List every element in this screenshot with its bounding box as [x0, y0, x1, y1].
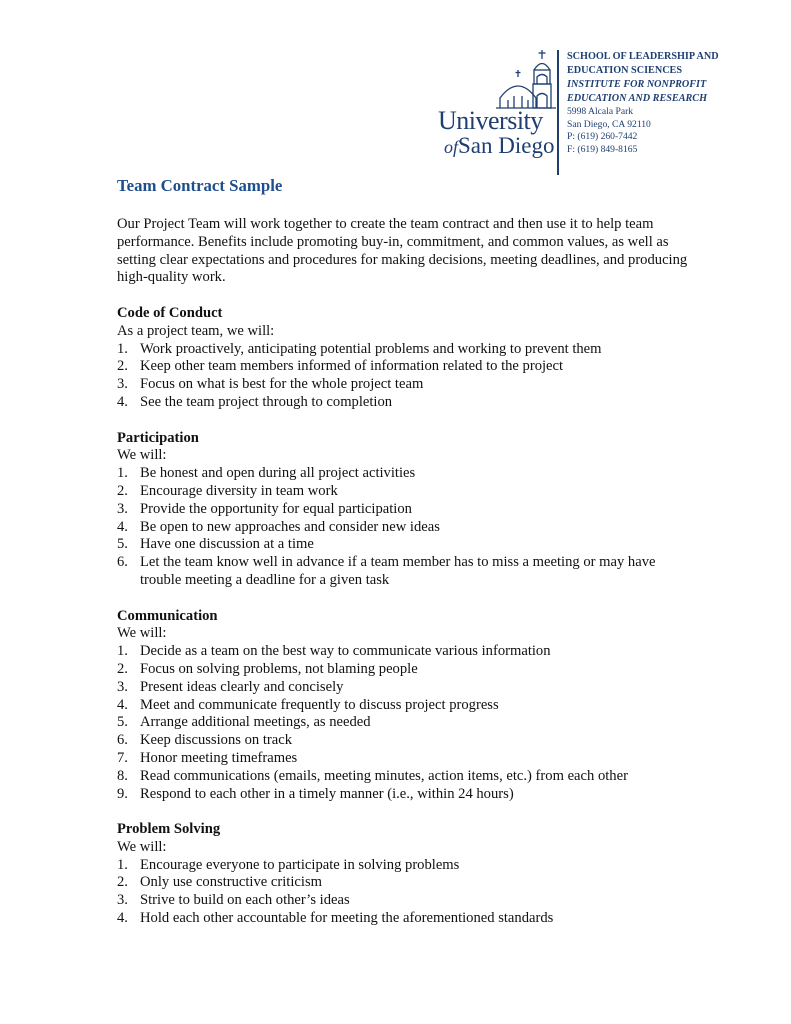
letterhead-address	[567, 50, 787, 156]
list-item-number: 2.	[117, 358, 128, 375]
section-heading: Communication	[117, 607, 218, 624]
list-item-number: 6.	[117, 732, 128, 749]
list-item-text: Focus on what is best for the whole project team	[140, 376, 424, 393]
list-item-text: Honor meeting timeframes	[140, 749, 298, 766]
list-item-number: 1.	[117, 340, 128, 357]
section-spacer	[117, 803, 697, 821]
list-item-text: Meet and communicate frequently to discuss project progress	[140, 696, 499, 713]
list-item	[117, 892, 697, 910]
logo-san-diego-text	[444, 134, 554, 157]
list-item-number: 3.	[117, 500, 128, 517]
list-item-text: Work proactively, anticipating potential problems and working to prevent them	[140, 340, 602, 357]
list-item	[117, 643, 697, 661]
section-code-of-conduct	[117, 305, 697, 412]
list-item-text: Read communications (emails, meeting minutes, action items, etc.) from each other	[140, 767, 628, 784]
section-spacer	[117, 412, 697, 430]
institute-name: INSTITUTE FOR NONPROFIT	[567, 79, 707, 90]
list-item-text: See the team project through to completion	[140, 393, 393, 410]
phone-number: P: (619) 260-7442	[567, 131, 638, 143]
university-logo	[438, 48, 562, 172]
list-item	[117, 732, 697, 750]
list-item-number: 3.	[117, 376, 128, 393]
section-participation	[117, 430, 697, 590]
section-heading: Problem Solving	[117, 821, 221, 838]
section-list	[117, 341, 697, 412]
list-item	[117, 394, 697, 412]
list-item-text: Arrange additional meetings, as needed	[140, 714, 371, 731]
list-item	[117, 786, 697, 804]
school-name: SCHOOL OF LEADERSHIP AND	[567, 51, 719, 62]
list-item-text: Hold each other accountable for meeting the aforementioned standards	[140, 910, 554, 927]
section-list	[117, 465, 697, 590]
list-item-number: 7.	[117, 749, 128, 766]
list-item-text: Be open to new approaches and consider new ideas	[140, 518, 440, 535]
list-item-text: Keep other team members informed of information related to the project	[140, 358, 564, 375]
section-problem-solving	[117, 821, 697, 928]
section-lead: We will:	[117, 625, 167, 642]
list-item-text: Let the team know well in advance if a team member has to miss a meeting or may have trouble meeting a deadline for a given task	[140, 554, 656, 588]
list-item-number: 8.	[117, 767, 128, 784]
list-item	[117, 857, 697, 875]
list-item-text: Respond to each other in a timely manner (i.e., within 24 hours)	[140, 785, 514, 802]
list-item-text: Provide the opportunity for equal participation	[140, 500, 412, 517]
section-lead: As a project team, we will:	[117, 322, 275, 339]
school-name-2: EDUCATION SCIENCES	[567, 65, 683, 76]
list-item	[117, 519, 697, 537]
list-item	[117, 536, 697, 554]
logo-of-text: of	[444, 137, 459, 157]
list-item-number: 4.	[117, 910, 128, 927]
list-item-number: 1.	[117, 465, 128, 482]
list-item	[117, 910, 697, 928]
list-item-number: 4.	[117, 696, 128, 713]
list-item-text: Only use constructive criticism	[140, 874, 322, 891]
list-item-text: Be honest and open during all project activities	[140, 465, 416, 482]
list-item	[117, 768, 697, 786]
list-item-text: Keep discussions on track	[140, 732, 292, 749]
list-item	[117, 679, 697, 697]
list-item	[117, 376, 697, 394]
list-item-text: Present ideas clearly and concisely	[140, 678, 344, 695]
logo-university-text: University	[438, 106, 543, 135]
list-item-number: 5.	[117, 714, 128, 731]
section-list	[117, 643, 697, 803]
list-item-number: 6.	[117, 554, 128, 571]
section-communication	[117, 608, 697, 804]
list-item	[117, 501, 697, 519]
list-item	[117, 874, 697, 892]
list-item-text: Strive to build on each other’s ideas	[140, 892, 350, 909]
document-title: Team Contract Sample	[117, 176, 283, 195]
list-item-text: Encourage diversity in team work	[140, 482, 338, 499]
logo-name-text: San Diego	[458, 133, 555, 158]
list-item-number: 2.	[117, 482, 128, 499]
document-body	[117, 216, 697, 928]
list-item-number: 2.	[117, 660, 128, 677]
list-item	[117, 483, 697, 501]
list-item-text: Have one discussion at a time	[140, 536, 314, 553]
intro-paragraph: Our Project Team will work together to create the team contract and then use it to help team performance. Benefits include promoting buy-in, commitment, and common values, as well as setting clear expectations and procedures for making decisions, meeting deadlines, and producing high-quality work.	[117, 216, 688, 286]
list-item	[117, 554, 697, 590]
section-heading: Code of Conduct	[117, 304, 223, 321]
section-lead: We will:	[117, 447, 167, 464]
fax-number: F: (619) 849-8165	[567, 143, 638, 155]
list-item-number: 4.	[117, 393, 128, 410]
list-item-text: Focus on solving problems, not blaming people	[140, 660, 418, 677]
list-item-text: Decide as a team on the best way to communicate various information	[140, 643, 551, 660]
list-item	[117, 697, 697, 715]
list-item-number: 9.	[117, 785, 128, 802]
institute-name-2: EDUCATION AND RESEARCH	[567, 93, 708, 104]
list-item-number: 5.	[117, 536, 128, 553]
list-item-number: 1.	[117, 856, 128, 873]
list-item	[117, 714, 697, 732]
list-item	[117, 341, 697, 359]
list-item-number: 1.	[117, 643, 128, 660]
city-address: San Diego, CA 92110	[567, 118, 651, 130]
sections-container	[117, 287, 697, 928]
section-list	[117, 857, 697, 928]
list-item-number: 3.	[117, 892, 128, 909]
street-address: 5998 Alcala Park	[567, 106, 634, 117]
list-item	[117, 750, 697, 768]
section-spacer	[117, 590, 697, 608]
list-item-number: 3.	[117, 678, 128, 695]
section-heading: Participation	[117, 429, 199, 446]
list-item-number: 4.	[117, 518, 128, 535]
list-item	[117, 358, 697, 376]
list-item	[117, 661, 697, 679]
list-item-text: Encourage everyone to participate in solving problems	[140, 856, 460, 873]
list-item-number: 2.	[117, 874, 128, 891]
section-spacer	[117, 287, 697, 305]
list-item	[117, 465, 697, 483]
letterhead-divider	[557, 50, 559, 175]
section-lead: We will:	[117, 838, 167, 855]
